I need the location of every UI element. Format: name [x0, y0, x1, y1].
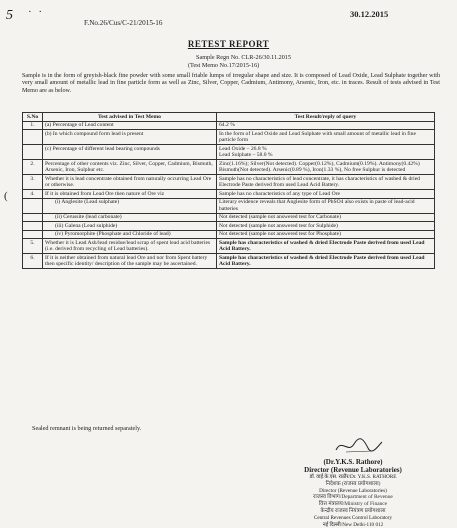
stamp-line: Central Revenues Control Laboratory [313, 514, 393, 521]
table-row [23, 121, 435, 130]
row-test: Whether it is Lead Ash/lead residue/lead scrap of spent lead acid batteries (i.e. derived from recycling of Lead batteries). [43, 239, 217, 254]
table-row [23, 130, 435, 145]
row-test: (a) Percentage of Lead content [43, 121, 217, 130]
row-number [23, 145, 43, 160]
row-number: 1. [23, 121, 43, 130]
regn-label: Sample Regn No. [196, 54, 240, 61]
row-number: 4. [23, 190, 43, 199]
sealed-remnant-note: Sealed remnant is being returned separately. [32, 425, 142, 432]
row-test: (b) In which compound form lead is present [43, 130, 217, 145]
row-result: In the form of Lead Oxide and Lead Sulphate with small amount of metallic lead in fine particle form [217, 130, 435, 145]
row-result: Not detected (sample not answered test for Carbonate) [217, 213, 435, 222]
signature-block [278, 458, 428, 528]
report-title: RETEST REPORT [187, 39, 270, 49]
row-result: Not detected (sample not answered test for Phosphate) [217, 230, 435, 239]
table-row [23, 239, 435, 254]
header-test-result: Test Result/reply of query [217, 113, 435, 122]
table-row [23, 230, 435, 239]
row-number [23, 213, 43, 222]
row-result: 64.2 % [217, 121, 435, 130]
margin-handwritten-mark: 5 [6, 8, 13, 23]
results-table [22, 112, 435, 269]
row-test: (iii) Galena (Lead sulphide) [43, 222, 217, 231]
row-result: Sample has characteristics of washed & dried Electrode Paste derived from used Lead Acid Battery. [217, 239, 435, 254]
table-row [23, 160, 435, 175]
stamp-line: नई दिल्ली/New Delhi-110 012 [322, 521, 384, 528]
row-test: (c) Percentage of different lead bearing compounds [43, 145, 217, 160]
row-result: Sample has characteristics of washed & dried Electrode Paste derived from used Lead Acid Battery. [217, 254, 435, 269]
row-number [23, 230, 43, 239]
row-number: 5. [23, 239, 43, 254]
margin-dots: · · [28, 6, 45, 18]
row-number [23, 222, 43, 231]
header-test-advised: Test advised in Test Memo [43, 113, 217, 122]
row-result: Sample has no characteristics of any type of Lead Ore [217, 190, 435, 199]
row-number [23, 130, 43, 145]
table-row [23, 254, 435, 269]
table-row [23, 190, 435, 199]
stamp-line: Director (Revenue Laboratories) [319, 487, 387, 494]
stamp-line: केन्द्रीय राजस्व नियंत्रण प्रयोगशाला [320, 507, 386, 514]
regn-value: CLR-26/30.11.2015 [241, 54, 291, 61]
row-number [23, 198, 43, 213]
row-test: Percentage of other contents viz. Zinc, Silver, Copper, Cadmium, Bismuth, Arsenic, Iron, Sulphur etc. [43, 160, 217, 175]
file-number: F.No.26/Cus/C-21/2015-16 [84, 19, 163, 27]
sample-registration [196, 54, 291, 61]
row-number: 6. [23, 254, 43, 269]
table-header-row [23, 113, 435, 122]
row-test: If it is obtained from Lead Ore then nature of Ore viz [43, 190, 217, 199]
row-test: (i) Anglesite (Lead sulphate) [43, 198, 217, 213]
stamp-line: वित्त मंत्रालय/Ministry of Finance [318, 501, 388, 508]
row-result: Zinc(1.16%); Silver(Not detected). Copper(0.12%), Cadmium(0.19%). Antimony(0.42%) Bismuth(Not detected). Arsenic(0.89 %), Iron(1.33 %), No free Sulphur is detected [217, 160, 435, 175]
signatory-name: (Dr.Y.K.S. Rathore) [323, 458, 383, 466]
stamp-line: निदेशक (राजस्व प्रयोगशाला) [325, 480, 381, 487]
row-test: (iv) Pyromorphite (Phosphate and Chloride of lead) [43, 230, 217, 239]
row-number: 3. [23, 175, 43, 190]
row-result: Literary evidence reveals that Anglesite form of PbSO4 also exists in paste of lead-acid batteries [217, 198, 435, 213]
row-test: (ii) Cerussite (lead carbonate) [43, 213, 217, 222]
margin-bracket-mark: ( [4, 190, 8, 202]
row-test: Whether it is lead concentrate obtained from naturally occurring Lead Ore or otherwise. [43, 175, 217, 190]
report-date: 30.12.2015 [350, 9, 389, 19]
table-row [23, 222, 435, 231]
table-row [23, 175, 435, 190]
row-result: Not detected (sample not answered test for Sulphide) [217, 222, 435, 231]
sample-description: Sample is in the form of greyish-black fine powder with some small friable lumps of irregular shape and size. It is composed of Lead Oxide, Lead Sulphate together with very small amount of metallic lead in fine particle form as well as Zinc, Silver, Copper, Cadmium, Antimony, Arsenic, Iron, etc. in traces. Result of tests advised in Test Memo are as below. [22, 73, 440, 94]
handwritten-signature [332, 436, 384, 456]
row-test: If it is neither obtained from natural lead Ore and nor from Spent battery then specific identity/ description of the sample may be ascertained. [43, 254, 217, 269]
table-row [23, 213, 435, 222]
row-number: 2. [23, 160, 43, 175]
table-row [23, 145, 435, 160]
test-memo-number: (Test Memo No.17/2015-16) [188, 62, 260, 69]
row-result: Sample has no characteristics of lead concentrate, it has characteristics of washed & dried Electrode Paste derived from used Lead Acid Battery. [217, 175, 435, 190]
row-result: Lead Oxide – 26.8 % Lead Sulphate – 58.0 % [217, 145, 435, 160]
stamp-line: राजस्व विभाग/Department of Revenue [313, 494, 393, 501]
signatory-designation: Director (Revenue Laboratories) [304, 466, 402, 474]
stamp-line: डॉ. वाई.के.एस. राठौर/Dr. Y.K.S. RATHORE [309, 474, 397, 480]
table-row [23, 198, 435, 213]
header-sno: S.No [23, 113, 43, 122]
